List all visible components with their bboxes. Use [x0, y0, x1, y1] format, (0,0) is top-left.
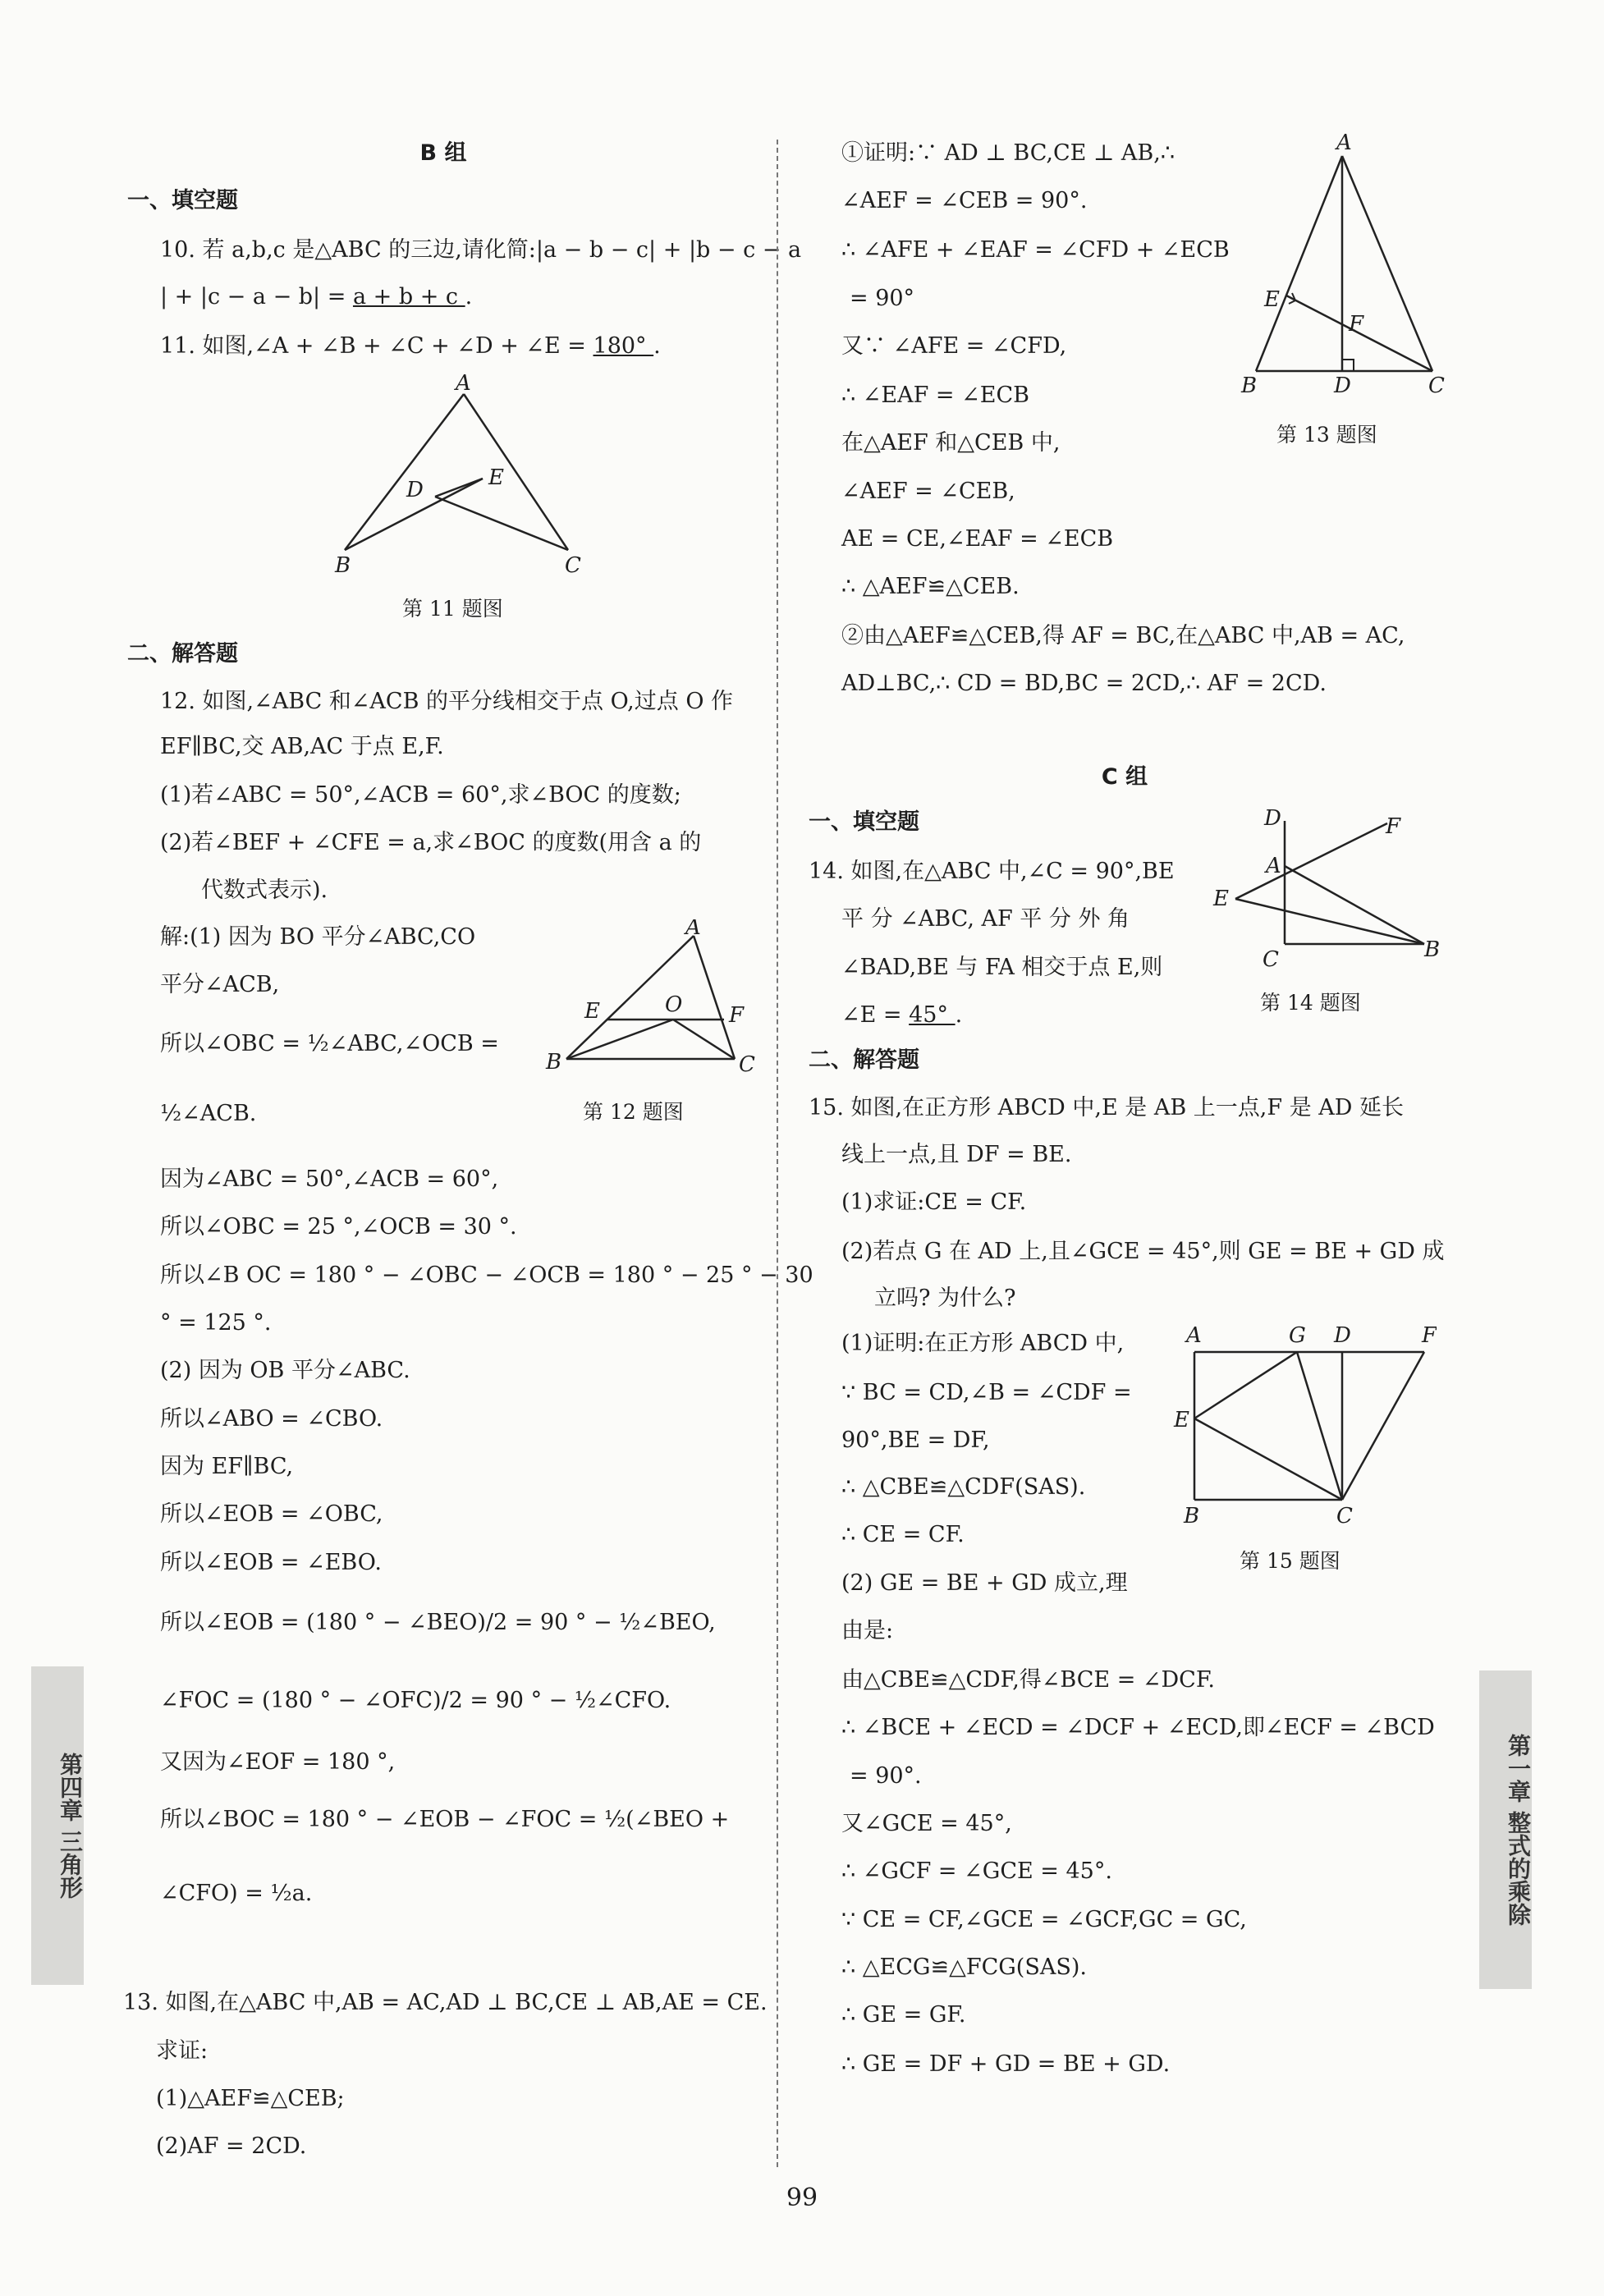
s12-line9: (2) 因为 OB 平分∠ABC.	[160, 1358, 410, 1383]
s12-line18: ∠CFO) = ½a.	[160, 1881, 313, 1906]
p13-line1: ①证明:∵ AD ⊥ BC,CE ⊥ AB,∴	[841, 140, 1176, 166]
fig11-label-b: B	[335, 553, 351, 578]
s15-line11: 又∠GCE = 45°,	[841, 1811, 1012, 1836]
fig15-label-g: G	[1289, 1323, 1306, 1348]
p13-line5: 又∵ ∠AFE = ∠CFD,	[841, 333, 1067, 359]
fill-blank-heading-c: 一、填空题	[809, 809, 919, 835]
fig11-label-d: D	[406, 478, 424, 502]
fig11-label-a: A	[456, 374, 471, 396]
fig12-label-b: B	[546, 1050, 562, 1075]
q13-line3: (1)△AEF≌△CEB;	[156, 2086, 345, 2111]
s12-line17: 所以∠BOC = 180 ° − ∠EOB − ∠FOC = ½(∠BEO +	[160, 1807, 730, 1832]
s12-line14: 所以∠EOB = (180 ° − ∠BEO)/2 = 90 ° − ½∠BEO,	[160, 1610, 716, 1635]
fig13-caption: 第 13 题图	[1276, 423, 1377, 447]
fig15-caption: 第 15 题图	[1240, 1549, 1340, 1573]
q15-line1: 15. 如图,在正方形 ABCD 中,E 是 AB 上一点,F 是 AD 延长	[809, 1095, 1405, 1121]
s15-line7: 由是:	[841, 1618, 894, 1643]
solve-heading: 二、解答题	[127, 641, 238, 667]
fig13-label-c: C	[1428, 374, 1445, 398]
s15-line1: (1)证明:在正方形 ABCD 中,	[841, 1331, 1125, 1356]
fig14-caption: 第 14 题图	[1260, 991, 1361, 1015]
fig11-lines	[345, 394, 464, 550]
s12-line13: 所以∠EOB = ∠EBO.	[160, 1550, 382, 1575]
s12-line5: 因为∠ABC = 50°,∠ACB = 60°,	[160, 1166, 499, 1192]
fig15-label-e: E	[1174, 1408, 1189, 1432]
fig13-label-e: E	[1264, 287, 1280, 312]
s15-line13: ∵ CE = CF,∠GCE = ∠GCF,GC = GC,	[841, 1907, 1247, 1932]
q13-line1: 13. 如图,在△ABC 中,AB = AC,AD ⊥ BC,CE ⊥ AB,AE = CE.	[123, 1990, 768, 2015]
column-divider	[777, 140, 778, 2167]
q13-line2: 求证:	[156, 2038, 209, 2064]
figure-13	[1231, 131, 1478, 410]
fig12-label-c: C	[739, 1052, 755, 1077]
q14-line3: ∠BAD,BE 与 FA 相交于点 E,则	[841, 955, 1163, 980]
s15-line4: ∴ △CBE≌△CDF(SAS).	[841, 1474, 1086, 1500]
s15-line9: ∴ ∠BCE + ∠ECD = ∠DCF + ∠ECD,即∠ECF = ∠BCD	[841, 1715, 1435, 1740]
s12-line11: 因为 EF∥BC,	[160, 1454, 294, 1479]
s12-line16: 又因为∠EOF = 180 °,	[160, 1749, 396, 1775]
s12-line4: ½∠ACB.	[160, 1101, 257, 1126]
p13-line7: 在△AEF 和△CEB 中,	[841, 430, 1061, 456]
fig12-caption: 第 12 题图	[583, 1100, 684, 1124]
p13-line11: ②由△AEF≌△CEB,得 AF = BC,在△ABC 中,AB = AC,	[841, 623, 1405, 648]
s15-line8: 由△CBE≌△CDF,得∠BCE = ∠DCF.	[841, 1667, 1215, 1693]
s15-line12: ∴ ∠GCF = ∠GCE = 45°.	[841, 1858, 1112, 1884]
q11-text: 11. 如图,∠A + ∠B + ∠C + ∠D + ∠E = 180° .	[160, 333, 661, 359]
fig12-label-o: O	[665, 992, 683, 1017]
s12-line6: 所以∠OBC = 25 °,∠OCB = 30 °.	[160, 1214, 517, 1240]
q15-line2: 线上一点,且 DF = BE.	[841, 1142, 1072, 1167]
q12-line1: 12. 如图,∠ABC 和∠ACB 的平分线相交于点 O,过点 O 作	[160, 689, 734, 714]
q12-line4: (2)若∠BEF + ∠CFE = a,求∠BOC 的度数(用含 a 的	[160, 830, 702, 855]
figure-12	[542, 919, 763, 1087]
page-number: 99	[786, 2184, 818, 2212]
q11-answer: 180°	[593, 333, 654, 359]
q12-line2: EF∥BC,交 AB,AC 于点 E,F.	[160, 734, 444, 759]
fig15-label-a: A	[1186, 1323, 1202, 1348]
p13-line8: ∠AEF = ∠CEB,	[841, 479, 1015, 504]
fig14-label-f: F	[1386, 814, 1401, 839]
q13-line4: (2)AF = 2CD.	[156, 2133, 307, 2159]
fig11-caption: 第 11 题图	[402, 597, 503, 621]
fig15-label-b: B	[1184, 1504, 1200, 1527]
p13-line4: = 90°	[850, 286, 915, 311]
group-c-heading: C 组	[1101, 764, 1148, 790]
s12-line15: ∠FOC = (180 ° − ∠OFC)/2 = 90 ° − ½∠CFO.	[160, 1688, 671, 1713]
p13-line3: ∴ ∠AFE + ∠EAF = ∠CFD + ∠ECB	[841, 237, 1230, 263]
q10-answer: a + b + c	[352, 284, 465, 309]
s12-line12: 所以∠EOB = ∠OBC,	[160, 1501, 383, 1527]
fig13-label-b: B	[1241, 374, 1258, 398]
q14-answer: 45°	[909, 1002, 956, 1028]
q10-line2: | + |c − a − b| = a + b + c .	[160, 284, 473, 309]
s15-line2: ∵ BC = CD,∠B = ∠CDF =	[841, 1380, 1132, 1405]
s12-line1: 解:(1) 因为 BO 平分∠ABC,CO	[160, 924, 476, 950]
s15-line14: ∴ △ECG≌△FCG(SAS).	[841, 1955, 1087, 1980]
p13-line2: ∠AEF = ∠CEB = 90°.	[841, 188, 1088, 213]
figure-15	[1166, 1318, 1437, 1530]
q15-line3: (1)求证:CE = CF.	[841, 1189, 1027, 1215]
fig12-label-a: A	[685, 919, 701, 940]
p13-line6: ∴ ∠EAF = ∠ECB	[841, 383, 1029, 408]
figure-14	[1207, 800, 1453, 976]
fig15-label-f: F	[1422, 1323, 1437, 1348]
fig14-label-d: D	[1264, 806, 1281, 831]
s15-line16: ∴ GE = DF + GD = BE + GD.	[841, 2051, 1171, 2077]
fig12-label-e: E	[584, 999, 600, 1024]
fig13-label-f: F	[1349, 312, 1364, 337]
fig13-label-d: D	[1334, 374, 1351, 398]
fig13-label-a: A	[1336, 131, 1352, 155]
q14-line4: ∠E = 45° .	[841, 1002, 963, 1028]
p13-line12: AD⊥BC,∴ CD = BD,BC = 2CD,∴ AF = 2CD.	[841, 671, 1327, 696]
p13-line10: ∴ △AEF≌△CEB.	[841, 574, 1020, 599]
s15-line15: ∴ GE = GF.	[841, 2002, 966, 2028]
s12-line3: 所以∠OBC = ½∠ABC,∠OCB =	[160, 1031, 499, 1056]
p13-line9: AE = CE,∠EAF = ∠ECB	[841, 526, 1114, 552]
s15-line3: 90°,BE = DF,	[841, 1428, 990, 1453]
left-chapter-tab: 第四章 三角形	[31, 1666, 84, 1985]
s15-line10: = 90°.	[850, 1763, 922, 1789]
fig11-label-c: C	[565, 553, 581, 578]
fig14-label-b: B	[1424, 937, 1441, 962]
fig14-label-e: E	[1213, 887, 1229, 911]
s12-line10: 所以∠ABO = ∠CBO.	[160, 1406, 383, 1432]
s12-line8: ° = 125 °.	[160, 1310, 272, 1336]
fig15-label-c: C	[1336, 1504, 1353, 1527]
q10-line1: 10. 若 a,b,c 是△ABC 的三边,请化简:|a − b − c| + |b − c − a	[160, 237, 802, 263]
q15-line5: 立吗? 为什么?	[874, 1285, 1016, 1311]
s15-line6: (2) GE = BE + GD 成立,理	[841, 1570, 1128, 1596]
s12-line7: 所以∠B OC = 180 ° − ∠OBC − ∠OCB = 180 ° − 25 ° − 30	[160, 1263, 813, 1288]
fig14-label-a: A	[1266, 854, 1281, 878]
q12-line5: 代数式表示).	[201, 878, 328, 903]
right-chapter-tab: 第一章 整式的乘除	[1479, 1670, 1532, 1989]
fig11-label-e: E	[488, 465, 504, 490]
s12-line2: 平分∠ACB,	[160, 972, 280, 997]
figure-11	[320, 374, 599, 590]
fill-blank-heading: 一、填空题	[127, 188, 238, 213]
q14-line2: 平 分 ∠ABC, AF 平 分 外 角	[841, 906, 1130, 932]
q12-line3: (1)若∠ABC = 50°,∠ACB = 60°,求∠BOC 的度数;	[160, 782, 681, 808]
group-b-heading: B 组	[419, 140, 467, 166]
solve-heading-c: 二、解答题	[809, 1047, 919, 1073]
q15-line4: (2)若点 G 在 AD 上,且∠GCE = 45°,则 GE = BE + GD 成	[841, 1239, 1445, 1264]
fig15-label-d: D	[1334, 1323, 1351, 1348]
fig12-label-f: F	[729, 1003, 745, 1028]
s15-line5: ∴ CE = CF.	[841, 1522, 965, 1547]
fig14-label-c: C	[1263, 947, 1279, 972]
q14-line1: 14. 如图,在△ABC 中,∠C = 90°,BE	[809, 859, 1175, 884]
